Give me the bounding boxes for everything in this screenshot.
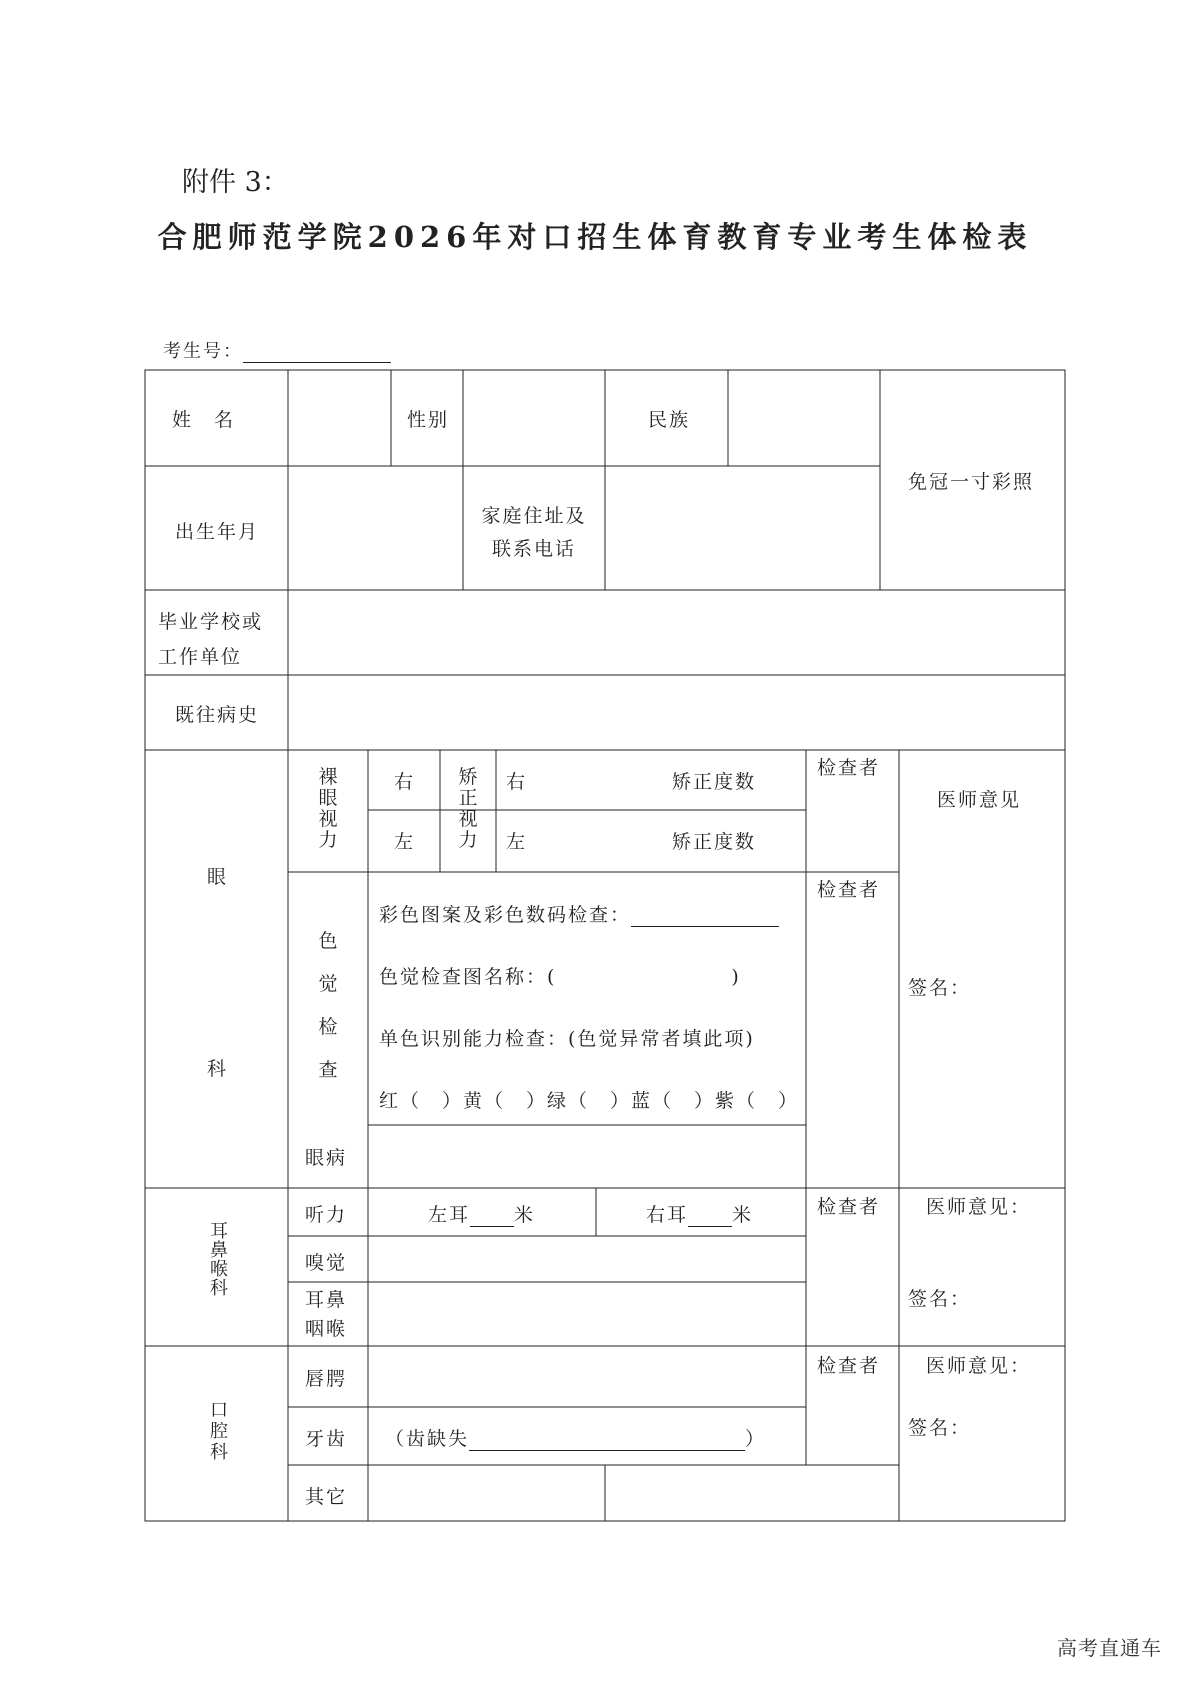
name-label: 姓 名 [172,409,236,431]
eye-section-label-1: 眼 [207,866,229,888]
eye-disease-label: 眼病 [305,1147,348,1169]
smell-label: 嗅觉 [305,1252,348,1274]
lips-label: 唇腭 [305,1368,348,1390]
right-ear-blank[interactable] [688,1206,732,1227]
color-test-label [316,920,340,1092]
left-ear-unit: 米 [514,1204,536,1226]
naked-vision-char: 视 [318,808,338,830]
other-label: 其它 [305,1486,348,1508]
oral-examiner-label: 检查者 [817,1355,881,1377]
photo-label: 免冠一寸彩照 [908,471,1035,493]
color-test-char: 检 [318,1016,338,1038]
address-label-line1: 家庭住址及 [481,505,587,527]
teeth-missing-close: ） [745,1428,767,1450]
right-ear-unit: 米 [732,1204,754,1226]
form-title: 合肥师范学院2026年对口招生体育教育专业考生体检表 [157,220,1033,254]
color-chart-close: ) [731,966,741,988]
color-chart-name-label: 色觉检查图名称：( [379,966,557,988]
color-pattern-test-label: 彩色图案及彩色数码检查： [379,904,632,926]
corrected-right-degree: 矫正度数 [672,771,757,793]
school-label [158,607,263,669]
throat-label-line2: 咽喉 [305,1318,348,1340]
oral-doctor-opinion-label: 医师意见： [926,1355,1032,1377]
naked-left-label: 左 [394,831,416,853]
oral-signature-label: 签名： [908,1417,972,1439]
attachment-label: 附件 3： [182,167,289,198]
naked-vision-label [316,767,340,851]
color-pattern-test [379,900,779,927]
color-pattern-blank[interactable] [631,906,779,927]
left-ear-blank[interactable] [470,1206,514,1227]
color-options: 红（ ）黄（ ）绿（ ）蓝（ ）紫（ ） [379,1090,800,1112]
ent-signature-label: 签名： [908,1288,972,1310]
left-ear [428,1200,535,1227]
left-ear-label: 左耳 [428,1204,471,1226]
color-examiner-label: 检查者 [817,879,881,901]
school-label-line1: 毕业学校或 [158,611,264,633]
hearing-label: 听力 [305,1204,348,1226]
address-label-line2: 联系电话 [491,538,576,560]
oral-section-char: 口 [210,1400,228,1421]
color-test-char: 觉 [318,973,338,995]
right-ear [646,1200,753,1227]
oral-section-char: 腔 [210,1421,228,1442]
naked-vision-char: 力 [318,829,338,851]
eye-signature-label: 签名： [908,977,972,999]
watermark: 高考直通车 [1057,1636,1162,1660]
exam-number-label: 考生号： [163,341,243,362]
color-test-char: 色 [318,930,338,952]
birth-label: 出生年月 [175,521,260,543]
ent-section-char: 科 [210,1278,228,1299]
oral-section-label [207,1400,231,1463]
corrected-vision-label [456,767,480,851]
corrected-left-label: 左 [506,831,528,853]
school-label-line2: 工作单位 [158,646,243,668]
address-label [463,501,605,561]
vision-examiner-label: 检查者 [817,757,881,779]
teeth-label: 牙齿 [305,1428,348,1450]
corrected-right-label: 右 [506,771,528,793]
oral-section-char: 科 [210,1442,228,1463]
teeth-missing [385,1424,766,1451]
eye-doctor-opinion-label: 医师意见 [937,789,1022,811]
corrected-vision-char: 力 [458,829,478,851]
color-test-char: 查 [318,1059,338,1081]
corrected-left-degree: 矫正度数 [672,831,757,853]
ent-section-char: 喉 [210,1259,228,1280]
color-chart-name [379,962,741,989]
naked-vision-char: 裸 [318,766,338,788]
naked-vision-char: 眼 [318,787,338,809]
corrected-vision-char: 矫 [458,766,478,788]
corrected-vision-char: 视 [458,808,478,830]
ent-section-label [207,1222,231,1298]
naked-right-label: 右 [394,771,416,793]
ent-examiner-label: 检查者 [817,1196,881,1218]
eye-section-label-2: 科 [207,1058,229,1080]
ethnicity-label: 民族 [648,409,691,431]
gender-label: 性别 [407,409,450,431]
teeth-missing-blank[interactable] [469,1430,745,1451]
teeth-missing-label: （齿缺失 [385,1428,470,1450]
ent-section-char: 耳 [210,1221,228,1242]
corrected-vision-char: 正 [458,787,478,809]
ent-doctor-opinion-label: 医师意见： [926,1196,1032,1218]
right-ear-label: 右耳 [646,1204,689,1226]
ent-section-char: 鼻 [210,1240,228,1261]
monochrome-test: 单色识别能力检查：(色觉异常者填此项) [379,1028,755,1050]
throat-label-line1: 耳鼻 [305,1289,348,1311]
throat-label [305,1286,347,1344]
history-label: 既往病史 [175,704,260,726]
